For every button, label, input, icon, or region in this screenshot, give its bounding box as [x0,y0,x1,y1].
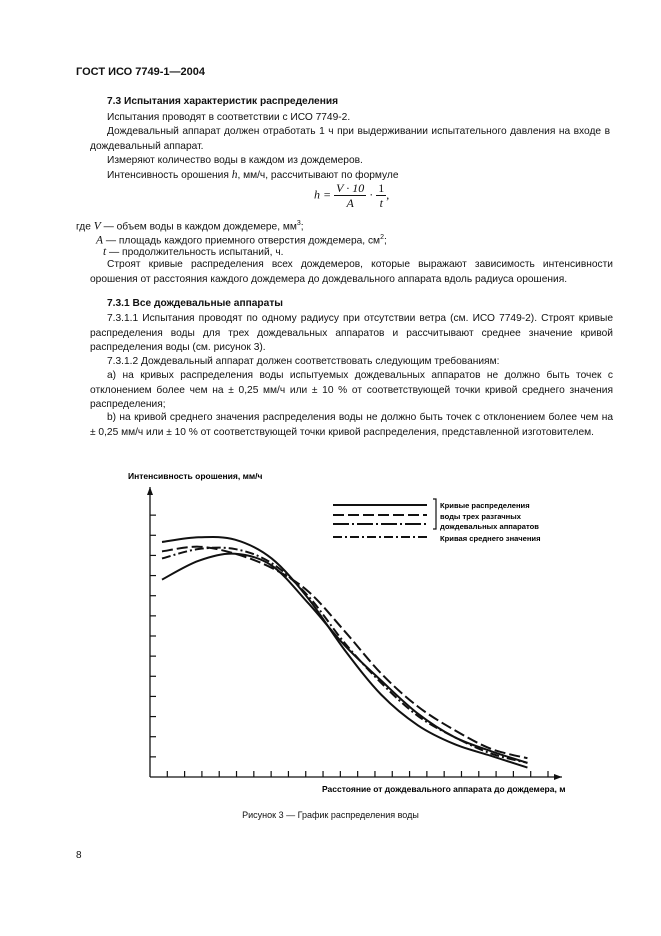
definition-t-text: — продолжительность испытаний, ч. [106,247,284,258]
formula-tail: , [386,187,390,202]
formula-numerator-2: 1 [378,181,385,195]
formula-denominator: A [346,196,354,210]
y-axis-label: Интенсивность орошения, мм/ч [128,471,263,481]
paragraph-5: Строят кривые распределения всех дождемеров, которые выражают зависимость интенсивности орошения от расстояния каждого дождемера до дождевального аппарата вдоль радиуса орошения. [90,259,613,285]
document-header: ГОСТ ИСО 7749-1—2004 [76,66,206,78]
definition-v-text: — объем воды в каждом дождемере, мм [100,221,297,233]
definition-v-sup: 3 [296,220,301,227]
series-line-4 [162,548,527,763]
figure-caption: Рисунок 3 — График распределения воды [242,810,419,820]
paragraph-3: Измеряют количество воды в каждом из дождемеров. [107,155,363,166]
var-v: V [93,220,101,233]
subsection-title: 7.3.1 Все дождевальные аппараты [107,298,284,309]
paragraph-2: Дождевальный аппарат должен отработать 1 ч при выдерживании испытательного давления на входе в дождевальный аппарат. [90,126,610,152]
legend-mean-label: Кривая среднего значения [440,534,541,543]
series-line-1 [162,537,527,768]
legend-group-label-2: воды трех разгачных [440,512,521,521]
formula-lhs: h = [314,187,332,202]
series-line-2 [162,554,527,763]
where-word: где [76,221,94,233]
var-a: A [96,234,104,247]
definition-a-end: ; [383,235,387,247]
distribution-chart [100,465,580,805]
legend-bracket [433,499,436,529]
page-number: 8 [76,850,82,861]
paragraph-6: 7.3.1.1 Испытания проводят по одному радиусу при отсутствии ветра (см. ИСО 7749-2). Строят кривые распределения воды для трех дождевальных аппаратов и рассчитывают среднее значение кривой распределения воды (см. рисунок 3). [90,313,613,354]
paragraph-8: a) на кривых распределения воды испытуемых дождевальных аппаратов не должно быть точек с отклонением более чем на ± 0,25 мм/ч или ± 10 % от соответствующей точки кривой среднего значения распределения; [90,370,613,411]
formula: h = $\frac{V \cdot 10}{A}$ · $\frac{1}{t}$ , [314,181,390,210]
formula-numerator: V · 10 [336,181,365,195]
section-title: 7.3 Испытания характеристик распределения [107,96,339,107]
var-h: h [231,169,238,181]
definition-a-sup: 2 [380,234,384,241]
formula-denominator-2: t [379,196,383,210]
definition-a-text: — площадь каждого приемного отверстия дождемера, см [103,235,381,247]
paragraph-4-tail: , мм/ч, рассчитывают по формуле [237,170,399,181]
legend-group-label-1: Кривые распределения [440,501,530,510]
paragraph-7: 7.3.1.2 Дождевальный аппарат должен соответствовать следующим требованиям: [107,356,500,367]
x-axis-label: Расстояние от дождевального аппарата до дождемера, м [322,784,566,794]
paragraph-9: b) на кривой среднего значения распределения воды не должно быть точек с отклонением более чем на ± 0,25 мм/ч или ± 10 % от соответствующей точки кривой распределения, представленной изготовителем. [90,412,613,438]
paragraph-1: Испытания проводят в соответствии с ИСО 7749-2. [107,112,351,123]
paragraph-4-text: Интенсивность орошения [107,170,232,181]
y-axis-arrow [147,487,153,495]
legend-group-label-3: дождевальных аппаратов [440,522,539,531]
x-axis-arrow [554,774,562,780]
var-t: t [103,246,107,258]
definition-v-end: ; [300,221,304,233]
chart-legend [333,499,541,543]
series-line-3 [162,547,527,759]
